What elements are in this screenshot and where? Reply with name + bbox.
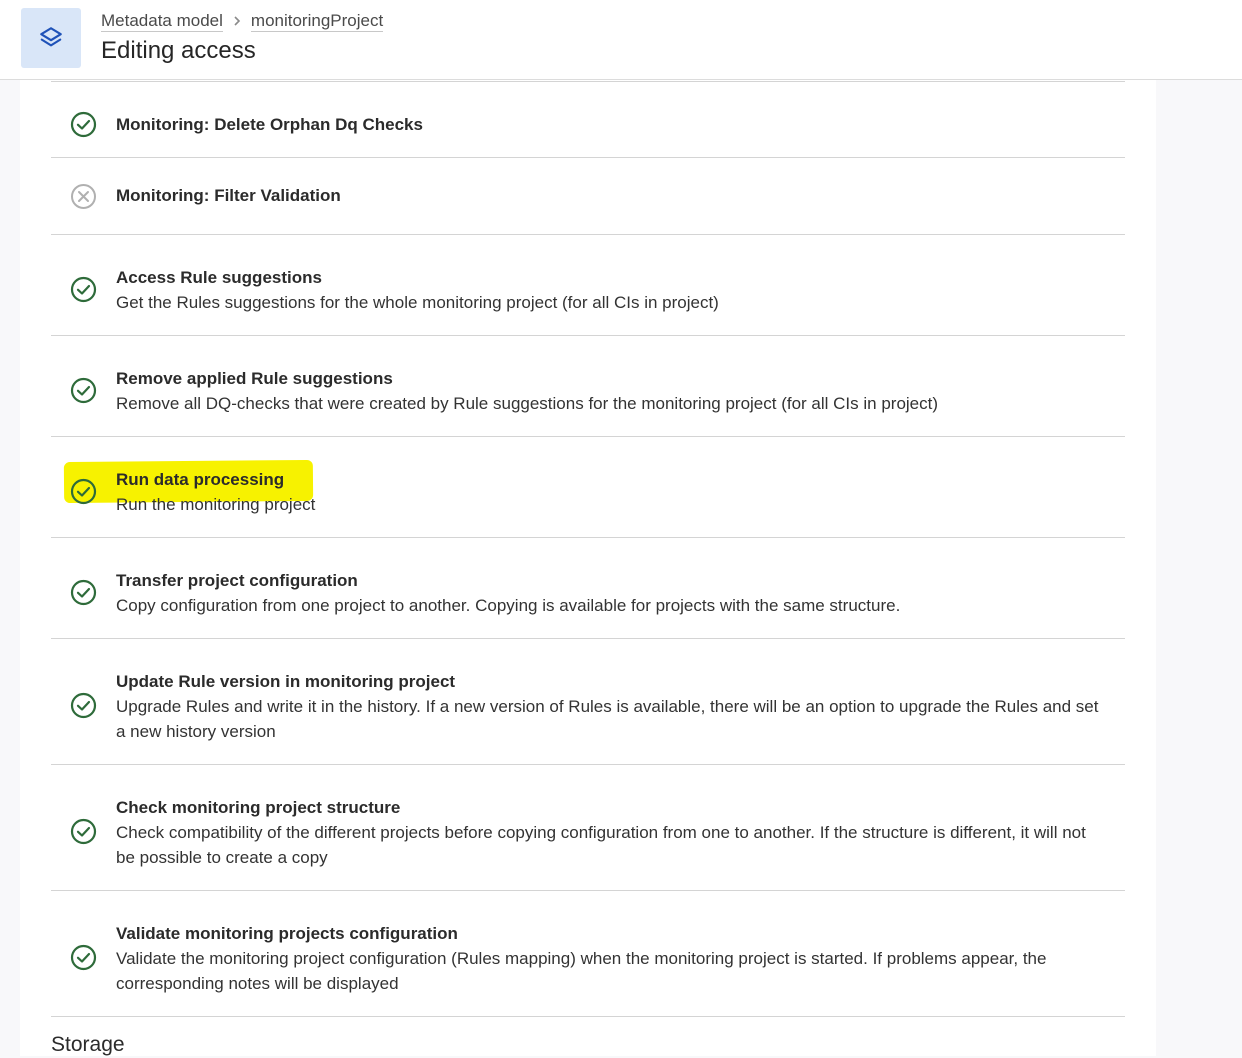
check-circle-icon[interactable] bbox=[70, 818, 97, 845]
permission-text bbox=[116, 467, 1105, 517]
permission-item[interactable] bbox=[51, 336, 1125, 437]
permission-title: Update Rule version in monitoring project bbox=[116, 672, 456, 691]
permission-item[interactable] bbox=[51, 158, 1125, 235]
permission-text bbox=[116, 112, 1105, 137]
permission-text bbox=[116, 921, 1105, 996]
breadcrumb bbox=[101, 10, 383, 32]
check-circle-icon[interactable] bbox=[70, 377, 97, 404]
permission-title: Validate monitoring projects configuration bbox=[116, 924, 458, 943]
permission-text bbox=[116, 366, 1105, 416]
x-circle-icon[interactable] bbox=[70, 183, 97, 210]
check-circle-icon[interactable] bbox=[70, 579, 97, 606]
permission-item[interactable] bbox=[51, 639, 1125, 765]
permission-text bbox=[116, 568, 1105, 618]
permission-description: Remove all DQ-checks that were created by Rule suggestions for the monitoring project (for all CIs in project) bbox=[116, 394, 939, 413]
check-circle-icon[interactable] bbox=[70, 276, 97, 303]
permission-title: Remove applied Rule suggestions bbox=[116, 369, 393, 388]
permission-item[interactable] bbox=[51, 437, 1125, 538]
permission-description: Copy configuration from one project to another. Copying is available for projects with the same structure. bbox=[116, 596, 901, 615]
permission-title: Transfer project configuration bbox=[116, 571, 358, 590]
permission-title: Monitoring: Delete Orphan Dq Checks bbox=[116, 115, 423, 134]
check-circle-icon[interactable] bbox=[70, 944, 97, 971]
storage-section-title: Storage bbox=[51, 1033, 125, 1056]
permissions-panel bbox=[20, 80, 1156, 1056]
permission-text bbox=[116, 265, 1105, 315]
breadcrumb-monitoring-project[interactable]: monitoringProject bbox=[250, 10, 384, 30]
permission-text bbox=[116, 669, 1105, 744]
check-circle-icon[interactable] bbox=[70, 111, 97, 138]
layers-icon bbox=[38, 25, 64, 51]
permission-description: Upgrade Rules and write it in the history. If a new version of Rules is available, there will be an option to upgrade the Rules and set a new history version bbox=[116, 697, 1099, 741]
permission-item[interactable] bbox=[51, 81, 1125, 158]
permission-item[interactable] bbox=[51, 235, 1125, 336]
page-title: Editing access bbox=[101, 37, 256, 64]
check-circle-icon[interactable] bbox=[70, 692, 97, 719]
permission-text bbox=[116, 183, 1105, 208]
permission-item[interactable] bbox=[51, 891, 1125, 1017]
permission-description: Check compatibility of the different projects before copying configuration from one to another. If the structure is different, it will not be possible to create a copy bbox=[116, 823, 1086, 867]
check-circle-icon[interactable] bbox=[70, 478, 97, 505]
permission-description: Get the Rules suggestions for the whole monitoring project (for all CIs in project) bbox=[116, 293, 719, 312]
permission-title: Run data processing bbox=[116, 470, 285, 489]
permission-item[interactable] bbox=[51, 538, 1125, 639]
permission-title: Access Rule suggestions bbox=[116, 268, 322, 287]
permission-description: Validate the monitoring project configuration (Rules mapping) when the monitoring project is started. If problems appear, the corresponding notes will be displayed bbox=[116, 949, 1047, 993]
chevron-right-icon bbox=[232, 15, 242, 27]
permission-title: Monitoring: Filter Validation bbox=[116, 186, 341, 205]
permission-text bbox=[116, 795, 1105, 870]
model-icon-box[interactable] bbox=[21, 8, 81, 68]
permission-item[interactable] bbox=[51, 765, 1125, 891]
permission-list bbox=[51, 81, 1125, 1017]
breadcrumb-metadata-model[interactable]: Metadata model bbox=[101, 10, 223, 30]
permission-title: Check monitoring project structure bbox=[116, 798, 401, 817]
page-header bbox=[0, 0, 1242, 80]
permission-description: Run the monitoring project bbox=[116, 495, 316, 514]
